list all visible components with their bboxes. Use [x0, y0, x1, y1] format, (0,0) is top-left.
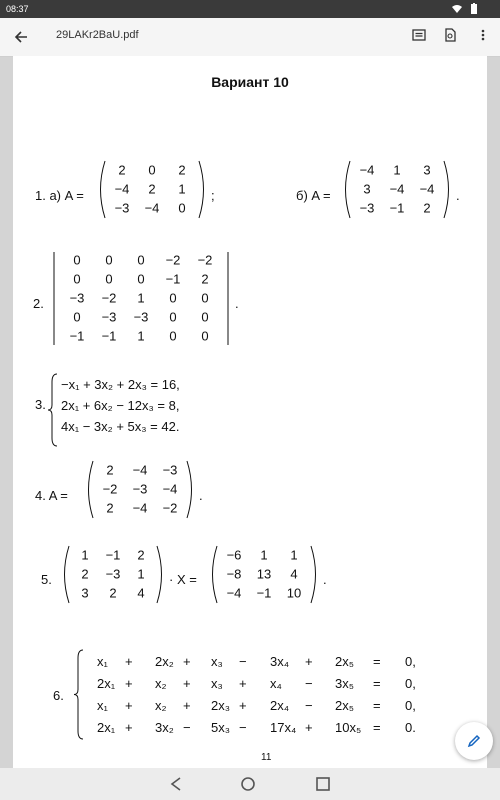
equation-6-term: + — [183, 676, 191, 691]
matrix-b-cell: 2 — [423, 200, 431, 216]
matrix-a-cell: −4 — [144, 200, 160, 216]
pdf-page[interactable] — [13, 56, 487, 768]
equation-6-term: 3x₂ — [155, 720, 174, 735]
matrix-4-cell: −3 — [162, 462, 178, 478]
matrix-2-cell: 0 — [137, 271, 145, 287]
matrix-2-cell: −1 — [101, 328, 117, 344]
equation-6-term: x₁ — [97, 654, 108, 669]
matrix-2-cell: 0 — [137, 252, 145, 268]
matrix-2-cell: 0 — [105, 252, 113, 268]
problem-3-label: 3. — [35, 397, 46, 412]
matrix-5-right-cell: −8 — [226, 566, 242, 582]
left-paren — [65, 546, 70, 603]
equation-6-term: 17x₄ — [270, 720, 297, 735]
matrix-5-right-cell: 4 — [290, 566, 298, 582]
nav-back-icon[interactable] — [170, 777, 182, 791]
equation-6-term: 2x₁ — [97, 720, 116, 735]
matrix-5-left-cell: −1 — [105, 547, 121, 563]
matrix-4-cell: −2 — [102, 481, 118, 497]
matrix-5-left-cell: 2 — [137, 547, 145, 563]
battery-icon — [468, 3, 480, 14]
matrix-a-cell: −4 — [114, 181, 130, 197]
equation-6-term: 5x₃ — [211, 720, 231, 735]
edit-button[interactable] — [455, 722, 493, 760]
arrow-left-icon[interactable] — [14, 30, 28, 44]
equation-6-term: x₂ — [155, 676, 167, 691]
document-search-icon[interactable] — [443, 28, 457, 42]
equation-6-term: x₃ — [211, 676, 223, 691]
matrix-5-right-cell: 13 — [256, 566, 272, 582]
problem-1b-suffix: . — [456, 188, 460, 203]
comment-icon[interactable] — [412, 28, 426, 42]
status-bar — [0, 0, 500, 18]
problem-5-suffix: . — [323, 572, 327, 587]
matrix-5-right-cell: −4 — [226, 585, 242, 601]
matrix-b-cell: −4 — [359, 162, 375, 178]
equation-6-term: + — [305, 654, 313, 669]
equation-6-term: − — [305, 676, 313, 691]
matrix-5-left-cell: 1 — [137, 566, 145, 582]
matrix-2-cell: −2 — [101, 290, 117, 306]
matrix-a-cell: 2 — [178, 162, 186, 178]
left-brace — [48, 374, 57, 446]
equation-3: −x₁ + 3x₂ + 2x₃ = 16, — [61, 377, 180, 392]
equation-6-term: + — [125, 654, 133, 669]
equation-6-term: 3x₄ — [270, 654, 290, 669]
equation-6-term: + — [125, 698, 133, 713]
matrix-5-left-cell: 2 — [81, 566, 89, 582]
matrix-5-left-cell: −3 — [105, 566, 121, 582]
equation-6-term: + — [125, 676, 133, 691]
matrix-2-cell: −3 — [69, 290, 85, 306]
matrix-5-right-cell: −1 — [256, 585, 272, 601]
matrix-2-cell: 0 — [73, 252, 81, 268]
problem-4-suffix: . — [199, 488, 203, 503]
matrix-a-cell: −3 — [114, 200, 130, 216]
equation-6-term: = — [373, 654, 381, 669]
equation-6-term: x₃ — [211, 654, 223, 669]
matrix-4-cell: −4 — [132, 500, 148, 516]
left-brace — [74, 650, 83, 739]
matrix-5-right-cell: 1 — [260, 547, 268, 563]
more-vert-icon[interactable] — [476, 28, 490, 42]
equation-6-term: 10x₅ — [335, 720, 362, 735]
matrix-2-cell: 0 — [73, 309, 81, 325]
equation-6-term: 2x₁ — [97, 676, 116, 691]
equation-6-term: 3x₅ — [335, 676, 354, 691]
matrix-4-cell: −4 — [162, 481, 178, 497]
equation-6-term: = — [373, 698, 381, 713]
matrix-2-cell: 0 — [201, 309, 209, 325]
equation-3: 4x₁ − 3x₂ + 5x₃ = 42. — [61, 419, 180, 434]
matrix-2-cell: −1 — [69, 328, 85, 344]
file-title: 29LAKr2BaU.pdf — [56, 29, 139, 41]
variant-title: Вариант 10 — [211, 74, 289, 90]
page-number: 11 — [261, 752, 272, 763]
matrix-a-cell: 0 — [148, 162, 156, 178]
equation-6-term: − — [239, 654, 247, 669]
matrix-2-cell: −1 — [165, 271, 181, 287]
matrix-2-cell: −3 — [101, 309, 117, 325]
matrix-5-right-cell: 10 — [286, 585, 302, 601]
equation-6-term: x₄ — [270, 676, 282, 691]
matrix-a-cell: 2 — [118, 162, 126, 178]
matrix-2-cell: 1 — [137, 328, 145, 344]
equation-6-term: x₂ — [155, 698, 167, 713]
matrix-2-cell: 0 — [201, 290, 209, 306]
equation-6-term: + — [239, 676, 247, 691]
matrix-2-cell: −2 — [165, 252, 181, 268]
equation-6-term: 2x₅ — [335, 698, 354, 713]
matrix-a-cell: 1 — [178, 181, 186, 197]
matrix-b-cell: 3 — [423, 162, 431, 178]
navigation-bar — [0, 768, 500, 800]
equation-6-term: x₁ — [97, 698, 108, 713]
problem-5-middle: · X = — [169, 572, 197, 587]
problem-2-label: 2. — [33, 296, 44, 311]
app-bar — [0, 18, 500, 57]
equation-6-term: + — [183, 698, 191, 713]
matrix-2-cell: 0 — [169, 328, 177, 344]
matrix-2-cell: 0 — [73, 271, 81, 287]
nav-home-icon[interactable] — [240, 776, 256, 792]
status-time: 08:37 — [6, 4, 29, 14]
equation-6-term: + — [125, 720, 133, 735]
matrix-2-cell: 1 — [137, 290, 145, 306]
problem-1a-suffix: ; — [211, 188, 215, 203]
equation-6-term: + — [239, 698, 247, 713]
matrix-4-cell: −3 — [132, 481, 148, 497]
matrix-4-cell: −2 — [162, 500, 178, 516]
equation-6-term: 2x₅ — [335, 654, 354, 669]
math-content — [13, 56, 487, 746]
equation-6-term: = — [373, 720, 381, 735]
equation-6-term: 0, — [405, 654, 416, 669]
matrix-a-cell: 2 — [148, 181, 156, 197]
equation-6-term: 2x₃ — [211, 698, 231, 713]
equation-6-term: 2x₂ — [155, 654, 174, 669]
matrix-b-cell: 1 — [393, 162, 401, 178]
equation-6-term: − — [305, 698, 313, 713]
right-paren — [444, 161, 449, 218]
right-paren — [311, 546, 316, 603]
problem-6-label: 6. — [53, 688, 64, 703]
equation-6-term: 0, — [405, 698, 416, 713]
matrix-2-cell: 2 — [201, 271, 209, 287]
matrix-5-right-cell: 1 — [290, 547, 298, 563]
matrix-b-cell: 3 — [363, 181, 371, 197]
matrix-b-cell: −4 — [419, 181, 435, 197]
problem-4-label: 4. A = — [35, 488, 68, 503]
left-paren — [89, 461, 94, 518]
left-paren — [101, 161, 106, 218]
matrix-2-cell: 0 — [105, 271, 113, 287]
equation-6-term: 2x₄ — [270, 698, 290, 713]
left-paren — [346, 161, 351, 218]
matrix-b-cell: −1 — [389, 200, 405, 216]
right-paren — [199, 161, 204, 218]
matrix-5-left-cell: 1 — [81, 547, 89, 563]
equation-6-term: 0. — [405, 720, 416, 735]
problem-1a-label: 1. а) A = — [35, 188, 84, 203]
equation-6-term: − — [183, 720, 191, 735]
matrix-2-cell: 0 — [169, 309, 177, 325]
problem-1b-label: б) A = — [296, 188, 331, 203]
nav-recent-icon[interactable] — [316, 777, 330, 791]
right-paren — [157, 546, 162, 603]
matrix-4-cell: 2 — [106, 500, 114, 516]
matrix-2-cell: 0 — [201, 328, 209, 344]
matrix-5-left-cell: 2 — [109, 585, 117, 601]
right-paren — [187, 461, 192, 518]
matrix-b-cell: −3 — [359, 200, 375, 216]
matrix-5-right-cell: −6 — [226, 547, 242, 563]
equation-6-term: − — [239, 720, 247, 735]
equation-6-term: + — [305, 720, 313, 735]
matrix-a-cell: 0 — [178, 200, 186, 216]
matrix-2-cell: −2 — [197, 252, 213, 268]
equation-6-term: + — [183, 654, 191, 669]
problem-2-suffix: . — [235, 296, 239, 311]
matrix-2-cell: −3 — [133, 309, 149, 325]
left-paren — [213, 546, 218, 603]
problem-5-label: 5. — [41, 572, 52, 587]
matrix-5-left-cell: 4 — [137, 585, 145, 601]
matrix-2-cell: 0 — [169, 290, 177, 306]
wifi-icon — [452, 4, 462, 14]
equation-3: 2x₁ + 6x₂ − 12x₃ = 8, — [61, 398, 180, 413]
matrix-4-cell: 2 — [106, 462, 114, 478]
equation-6-term: 0, — [405, 676, 416, 691]
pencil-icon — [466, 733, 482, 749]
matrix-b-cell: −4 — [389, 181, 405, 197]
matrix-4-cell: −4 — [132, 462, 148, 478]
equation-6-term: = — [373, 676, 381, 691]
matrix-5-left-cell: 3 — [81, 585, 89, 601]
